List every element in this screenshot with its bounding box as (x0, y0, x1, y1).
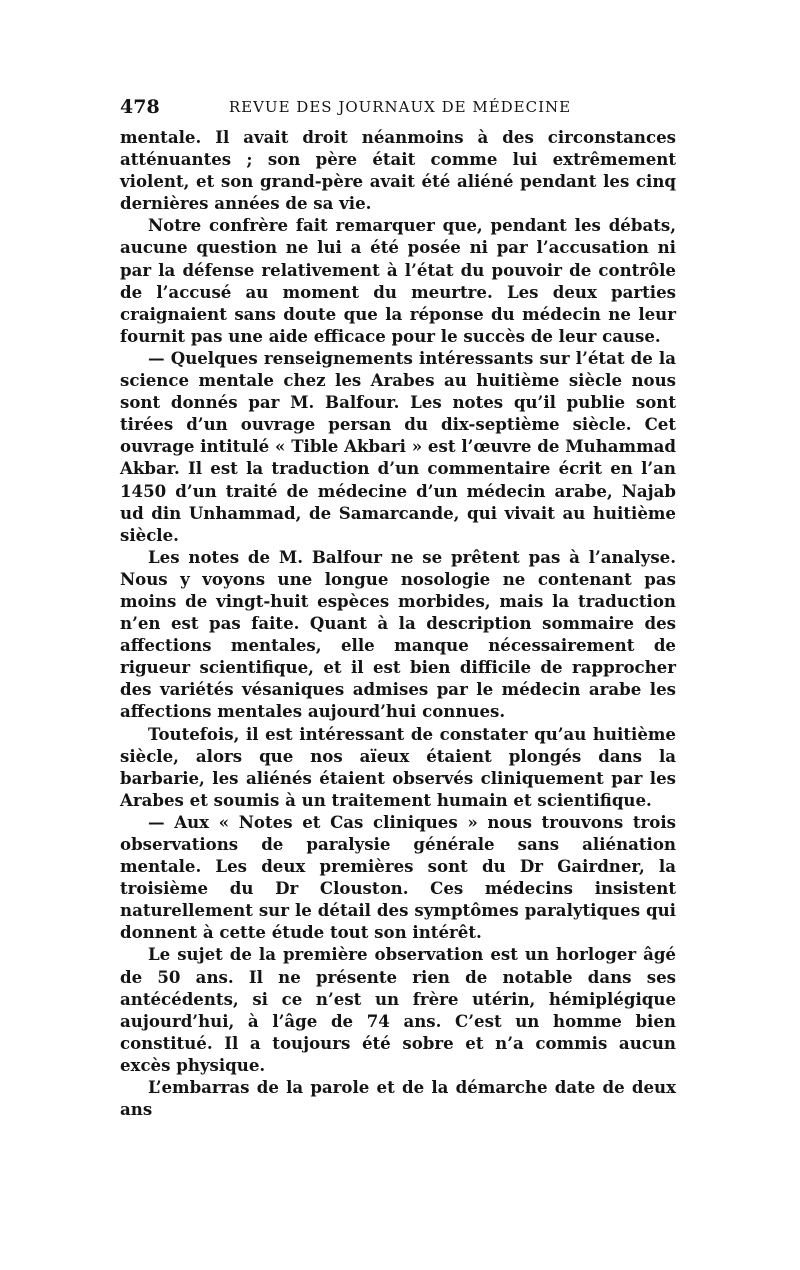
body-text (120, 126, 676, 1120)
paragraph: Notre confrère fait remarquer que, pendant les débats, aucune question ne lui a été posée ni par l’accusation ni par la défense relativement à l’état du pouvoir de contrôle de l’accusé au moment du meurtre. Les deux parties craignaient sans doute que la réponse du médecin ne leur fournit pas une aide efficace pour le succès de leur cause. (120, 215, 676, 346)
page-header (120, 96, 680, 120)
paragraph: Le sujet de la première observation est un horloger âgé de 50 ans. Il ne présente rien de notable dans ses antécédents, si ce n’est un frère utérin, hémiplégique aujourd’hui, à l’âge de 74 ans. C’est un homme bien constitué. Il a toujours été sobre et n’a commis aucun excès physique. (120, 944, 676, 1075)
page-number: 478 (120, 96, 160, 118)
paragraph: Toutefois, il est intéressant de constater qu’au huitième siècle, alors que nos aïeux étaient plongés dans la barbarie, les aliénés étaient observés cliniquement par les Arabes et soumis à un traitement humain et scientifique. (120, 723, 676, 810)
paragraph: L’embarras de la parole et de la démarche date de deux ans (120, 1077, 676, 1120)
paragraph-continuation: mentale. Il avait droit néanmoins à des circonstances atténuantes ; son père était comme lui extrêmement violent, et son grand-père avait été aliéné pendant les cinq dernières années de sa vie. (120, 127, 676, 214)
paragraph: — Aux « Notes et Cas cliniques » nous trouvons trois observations de paralysie générale sans aliénation mentale. Les deux premières sont du Dr Gairdner, la troisième du Dr Clouston. Ces médecins insistent naturellement sur le détail des symptômes paralytiques qui donnent à cette étude tout son intérêt. (120, 811, 676, 943)
paragraph: — Quelques renseignements intéressants sur l’état de la science mentale chez les Arabes au huitième siècle nous sont donnés par M. Balfour. Les notes qu’il publie sont tirées d’un ouvrage persan du dix-septième siècle. Cet ouvrage intitulé « Tible Akbari » est l’œuvre de Muhammad Akbar. Il est la traduction d’un commentaire écrit en l’an 1450 d’un traité de médecine d’un médecin arabe, Najab ud din Unhammad, de Samarcande, qui vivait au huitième siècle. (120, 347, 676, 545)
paragraph: Les notes de M. Balfour ne se prêtent pas à l’analyse. Nous y voyons une longue nosologie ne contenant pas moins de vingt-huit espèces morbides, mais la traduction n’en est pas faite. Quant à la description sommaire des affections mentales, elle manque nécessairement de rigueur scientifique, et il est bien difficile de rapprocher des variétés vésaniques admises par le médecin arabe les affections mentales aujourd’hui connues. (120, 546, 676, 722)
running-title: REVUE DES JOURNAUX DE MÉDECINE (228, 98, 572, 116)
